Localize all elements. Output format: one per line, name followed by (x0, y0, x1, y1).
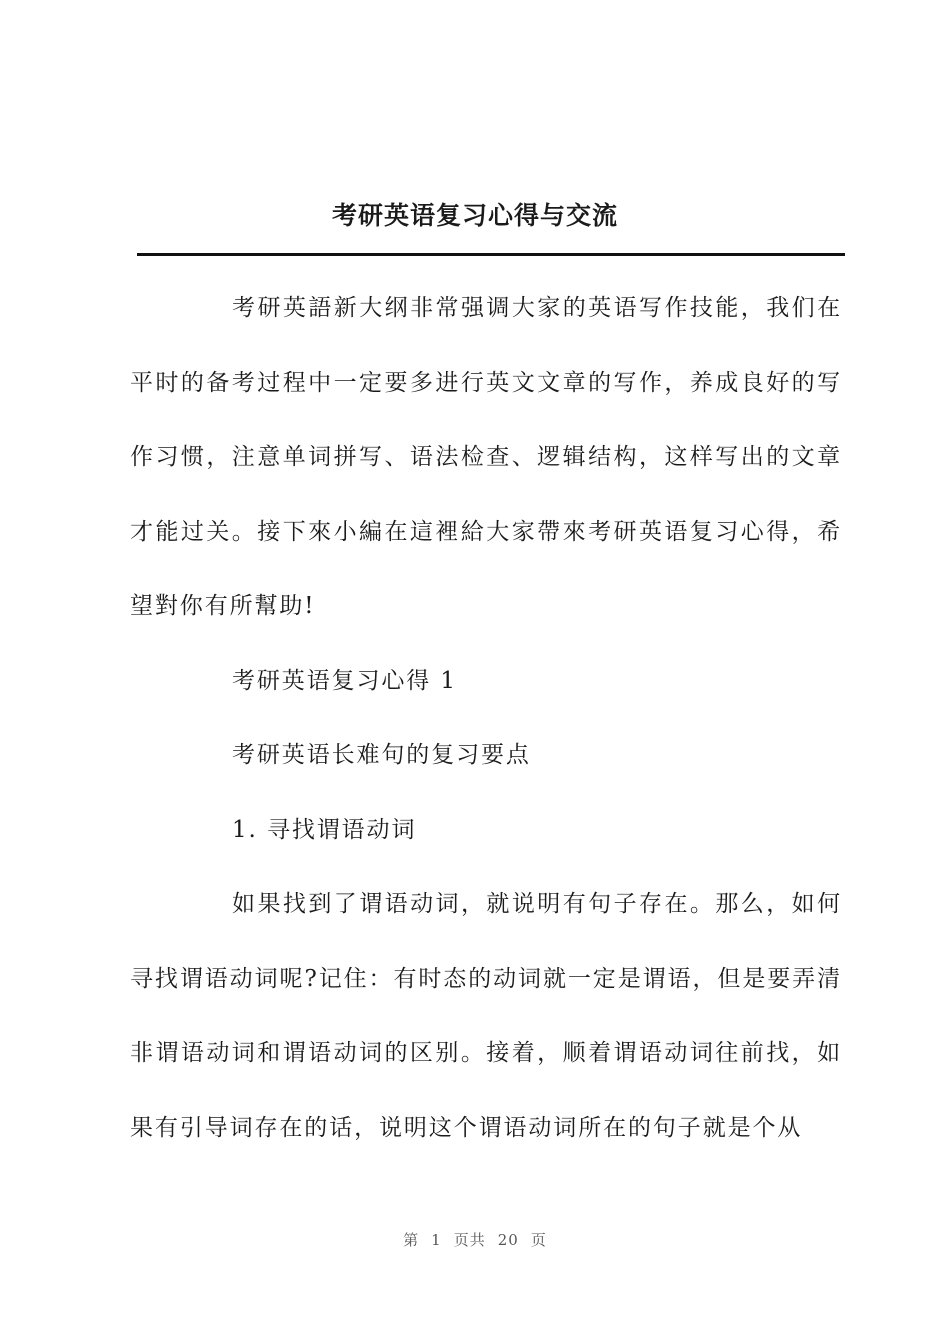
body-paragraph: 如果找到了谓语动词，就说明有句子存在。那么，如何寻找谓语动词呢?记住：有时态的动词就一定是谓语，但是要弄清非谓语动词和谓语动词的区别。接着，顺着谓语动词往前找，如果有引导词存在的话，说明这个谓语动词所在的句子就是个从 (130, 891, 842, 1141)
footer-prefix: 第 (403, 1231, 420, 1249)
list-item-heading: 1. 寻找谓语动词 (232, 816, 417, 843)
intro-paragraph: 考研英語新大纲非常强调大家的英语写作技能，我们在平时的备考过程中一定要多进行英文文章的写作，养成良好的写作习惯，注意单词拼写、语法检查、逻辑结构，这样写出的文章才能过关。接下來小編在這裡給大家帶來考研英语复习心得，希望對你有所幫助! (130, 295, 842, 619)
footer-suffix: 页 (530, 1231, 547, 1249)
section-heading: 考研英语复习心得 1 (232, 667, 457, 694)
document-body (130, 271, 842, 1165)
footer-page-total: 20 (497, 1231, 519, 1249)
footer-page-number: 1 (431, 1231, 442, 1249)
title-divider (137, 253, 845, 256)
document-title: 考研英语复习心得与交流 (331, 201, 618, 230)
subsection-heading: 考研英语长难句的复习要点 (232, 742, 531, 768)
footer-mid: 页共 (453, 1231, 486, 1249)
page-footer (0, 1229, 950, 1250)
